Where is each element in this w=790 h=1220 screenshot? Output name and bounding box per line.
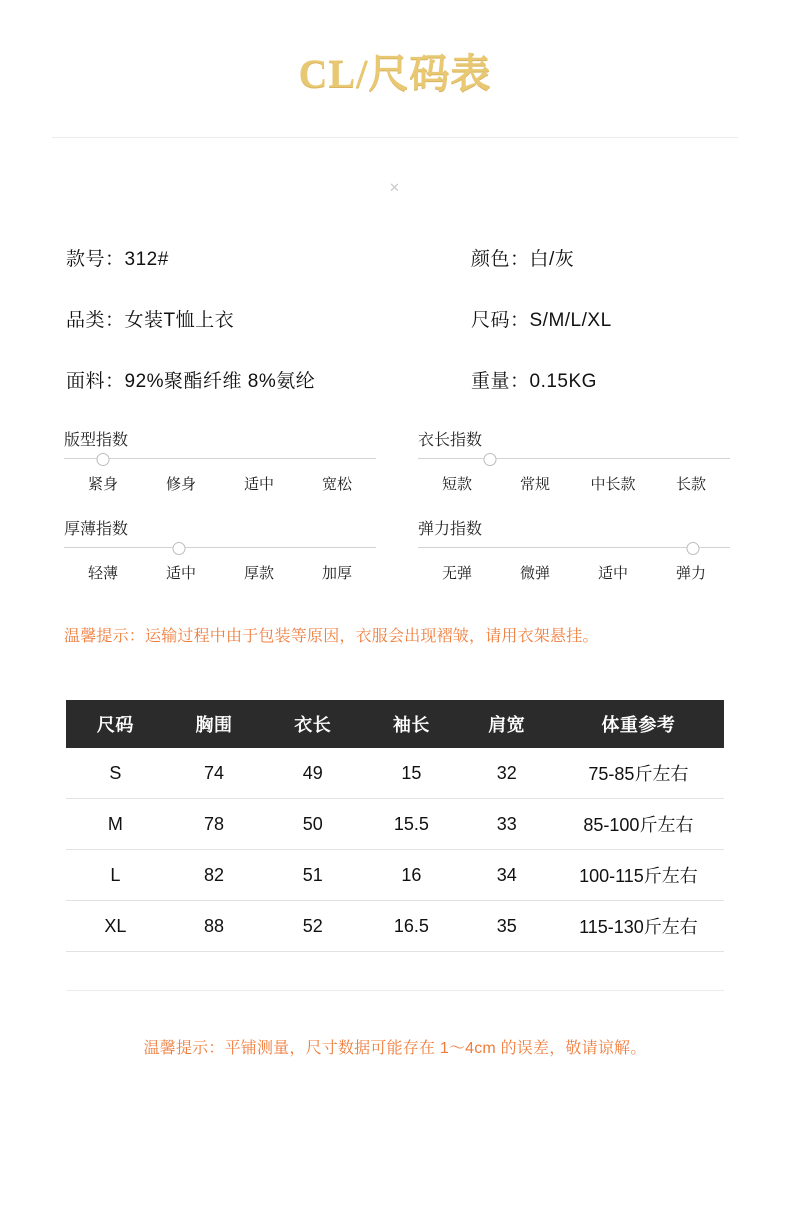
- tick-label: 适中: [165, 565, 196, 582]
- cell-sleeve: 15.5: [362, 799, 461, 850]
- slider-track: [64, 547, 376, 548]
- th-bust: 胸围: [165, 700, 264, 748]
- index-length-slider[interactable]: [418, 452, 730, 466]
- index-thickness-ticks: [64, 562, 376, 583]
- index-length-ticks: [418, 473, 730, 494]
- index-fit-ticks: [64, 473, 376, 494]
- slider-track: [64, 458, 376, 459]
- tick-label: 适中: [597, 565, 628, 582]
- size-table-head: [66, 700, 724, 748]
- page-title: CL/尺码表: [298, 51, 492, 96]
- slider-thumb[interactable]: [173, 542, 186, 555]
- index-thickness-label: 厚薄指数: [64, 521, 129, 538]
- tick-label: 紧身: [87, 476, 118, 493]
- tick-label: 宽松: [321, 476, 352, 493]
- cell-shoulder: 33: [461, 799, 553, 850]
- cell-weight: 85-100斤左右: [553, 799, 724, 850]
- spec-style-number: 款号：312#: [66, 249, 169, 270]
- cell-length: 49: [263, 748, 362, 799]
- title-section: [0, 0, 790, 99]
- cell-size: XL: [66, 901, 165, 952]
- cell-weight: 75-85斤左右: [553, 748, 724, 799]
- cell-sleeve: 15: [362, 748, 461, 799]
- cell-size: L: [66, 850, 165, 901]
- divider-bottom: [66, 990, 724, 991]
- cell-sleeve: 16.5: [362, 901, 461, 952]
- cell-bust: 78: [165, 799, 264, 850]
- table-header-row: [66, 700, 724, 748]
- index-thickness: [64, 516, 376, 583]
- th-size: 尺码: [66, 700, 165, 748]
- spec-fabric: 面料：92%聚酯纤维 8%氨纶: [66, 371, 316, 392]
- cell-size: M: [66, 799, 165, 850]
- index-fit-label: 版型指数: [64, 432, 129, 449]
- cell-size: S: [66, 748, 165, 799]
- x-mark-icon: ✕: [389, 180, 401, 195]
- index-sliders-section: [0, 427, 790, 605]
- index-length: [418, 427, 730, 494]
- tick-label: 中长款: [590, 476, 636, 493]
- index-length-label: 衣长指数: [418, 432, 483, 449]
- tick-label: 微弹: [519, 565, 550, 582]
- slider-thumb[interactable]: [97, 453, 110, 466]
- index-elasticity: [418, 516, 730, 583]
- cell-bust: 82: [165, 850, 264, 901]
- tick-label: 弹力: [675, 565, 706, 582]
- cell-weight: 100-115斤左右: [553, 850, 724, 901]
- spec-weight: 重量：0.15KG: [471, 371, 597, 392]
- cell-shoulder: 35: [461, 901, 553, 952]
- divider-top: [52, 137, 738, 138]
- tick-label: 短款: [441, 476, 472, 493]
- tick-label: 长款: [675, 476, 706, 493]
- th-sleeve: 袖长: [362, 700, 461, 748]
- spec-list: [0, 244, 790, 393]
- index-elasticity-ticks: [418, 562, 730, 583]
- th-length: 衣长: [263, 700, 362, 748]
- index-elasticity-label: 弹力指数: [418, 521, 483, 538]
- tick-label: 轻薄: [87, 565, 118, 582]
- index-fit-slider[interactable]: [64, 452, 376, 466]
- table-row: [66, 748, 724, 799]
- cell-length: 52: [263, 901, 362, 952]
- table-row: [66, 799, 724, 850]
- spec-color: 颜色：白/灰: [471, 249, 575, 270]
- th-weight: 体重参考: [553, 700, 724, 748]
- spec-row: [66, 366, 730, 393]
- th-shoulder: 肩宽: [461, 700, 553, 748]
- cell-length: 50: [263, 799, 362, 850]
- size-table-body: [66, 748, 724, 952]
- spec-category: 品类：女装T恤上衣: [66, 310, 235, 331]
- cell-weight: 115-130斤左右: [553, 901, 724, 952]
- size-table: [66, 700, 724, 952]
- slider-thumb[interactable]: [483, 453, 496, 466]
- index-column-left-1: [64, 427, 376, 605]
- slider-track: [418, 547, 730, 548]
- index-thickness-slider[interactable]: [64, 541, 376, 555]
- cell-shoulder: 34: [461, 850, 553, 901]
- cell-shoulder: 32: [461, 748, 553, 799]
- cell-length: 51: [263, 850, 362, 901]
- index-fit: [64, 427, 376, 494]
- size-table-wrap: [66, 700, 724, 952]
- index-column-right-1: [418, 427, 730, 605]
- table-row: [66, 901, 724, 952]
- index-grid-row-1: [64, 427, 730, 605]
- index-elasticity-slider[interactable]: [418, 541, 730, 555]
- tick-label: 常规: [519, 476, 550, 493]
- spec-row: [66, 305, 730, 332]
- tick-label: 加厚: [321, 565, 352, 582]
- tick-label: 修身: [165, 476, 196, 493]
- tick-label: 无弹: [441, 565, 472, 582]
- spec-sizes: 尺码：S/M/L/XL: [471, 310, 612, 331]
- cell-bust: 74: [165, 748, 264, 799]
- table-row: [66, 850, 724, 901]
- slider-track: [418, 458, 730, 459]
- spec-row: [66, 244, 730, 271]
- cell-sleeve: 16: [362, 850, 461, 901]
- tick-label: 适中: [243, 476, 274, 493]
- tick-label: 厚款: [243, 565, 274, 582]
- notice-shipping: 温馨提示：运输过程中由于包装等原因，衣服会出现褶皱，请用衣架悬挂。: [64, 628, 599, 645]
- notice-measurement: 温馨提示：平铺测量，尺寸数据可能存在 1～4cm 的误差，敬请谅解。: [143, 1040, 647, 1057]
- cell-bust: 88: [165, 901, 264, 952]
- slider-thumb[interactable]: [686, 542, 699, 555]
